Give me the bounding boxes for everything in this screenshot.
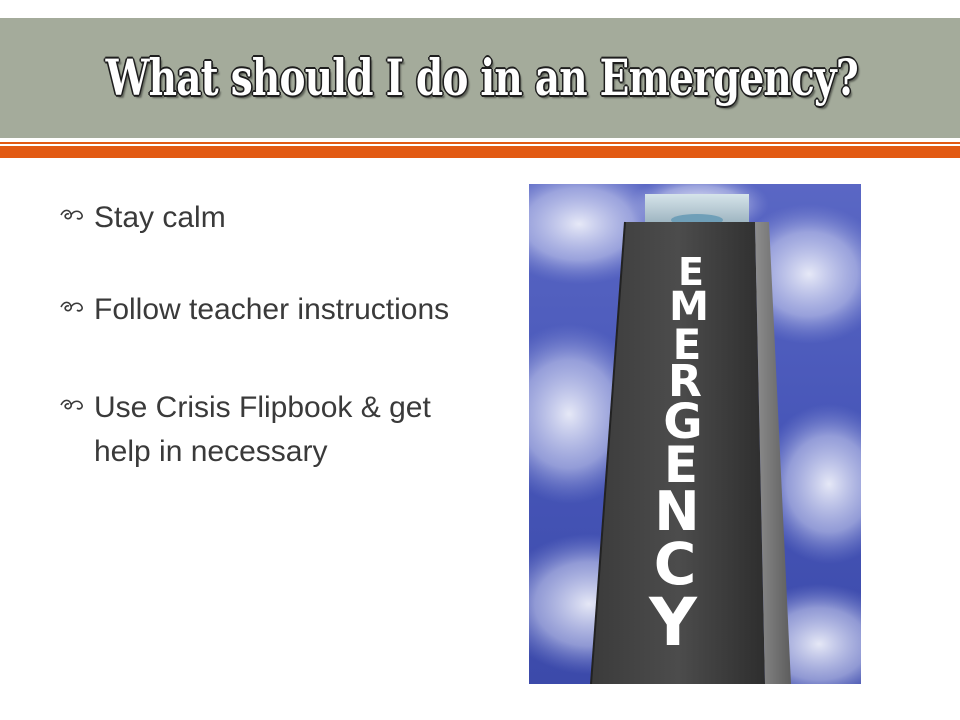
fleuron-bullet-icon: [58, 398, 86, 412]
fleuron-bullet-icon: [58, 300, 86, 314]
bullet-text: Follow teacher instructions: [94, 293, 450, 326]
bullet-item: [58, 196, 458, 240]
tower-word: [529, 184, 861, 684]
tower-letter: Y: [649, 584, 697, 661]
tower-letter: E: [672, 320, 702, 369]
bullet-text: Use Crisis Flipbook & get help in necessary: [94, 391, 431, 468]
tower-letter: E: [663, 436, 699, 494]
tower-letter: N: [654, 480, 700, 543]
bullet-text: Stay calm: [94, 201, 226, 234]
bullet-list: [58, 196, 458, 522]
tower-letter: E: [678, 250, 704, 294]
emergency-tower-photo: [529, 184, 861, 684]
title-bar: [0, 18, 960, 138]
slide-title: What should I do in an Emergency?: [105, 48, 858, 107]
fleuron-bullet-icon: [58, 208, 86, 222]
tower-letter: G: [663, 394, 703, 450]
accent-rule-thick: [0, 146, 960, 158]
tower-letter: R: [668, 356, 702, 407]
bullet-item: [58, 386, 458, 474]
tower-letter: M: [669, 284, 709, 330]
tower-letter: C: [653, 530, 697, 598]
accent-rule-thin: [0, 142, 960, 144]
bullet-item: [58, 288, 458, 332]
